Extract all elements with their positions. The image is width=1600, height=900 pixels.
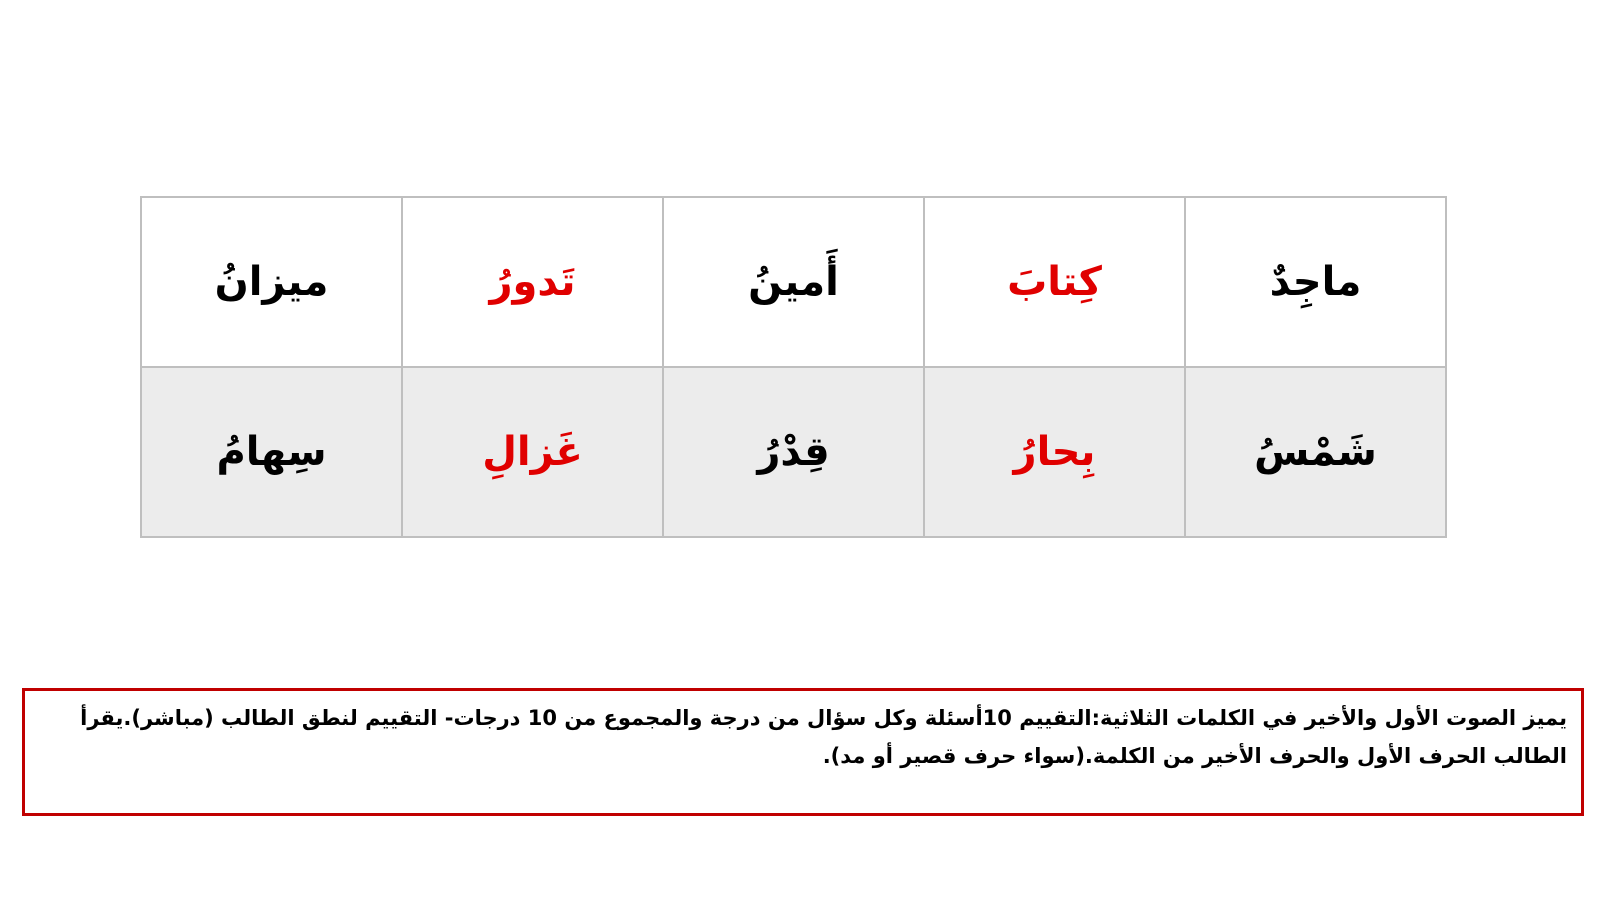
words-table [140,196,1447,538]
word-cell: ماجِدٌ [1185,197,1446,367]
word-cell: بِحارُ [924,367,1185,537]
word-cell: غَزالِ [402,367,663,537]
instructions-box [22,688,1584,816]
instructions-text: يميز الصوت الأول والأخير في الكلمات الثلاثية:التقييم 10أسئلة وكل سؤال من درجة والمجموع من 10 درجات- التقييم لنطق الطالب (مباشر).يقرأ الطالب الحرف الأول والحرف الأخير من الكلمة.(سواء حرف قصير أو مد). [80,706,1567,768]
word-cell: سِهامُ [141,367,402,537]
table-row [141,367,1446,537]
word-cell: شَمْسُ [1185,367,1446,537]
word-cell: أَمينُ [663,197,924,367]
word-cell: ميزانُ [141,197,402,367]
word-cell: تَدورُ [402,197,663,367]
word-cell: قِدْرُ [663,367,924,537]
word-cell: كِتابَ [924,197,1185,367]
table-row [141,197,1446,367]
